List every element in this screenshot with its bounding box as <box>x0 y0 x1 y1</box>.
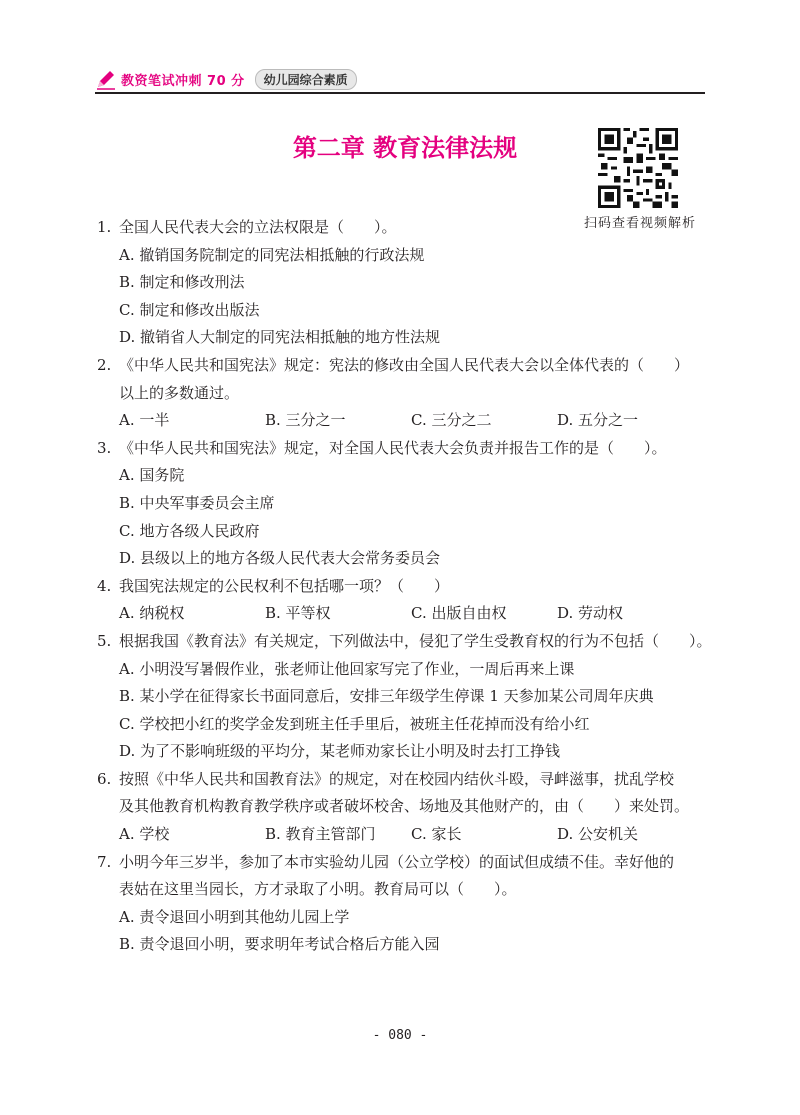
option: A. 撤销国务院制定的同宪法相抵触的行政法规 <box>119 245 425 264</box>
book-series-title: 教资笔试冲刺 70 分 <box>121 73 245 89</box>
option: D. 撤销省人大制定的同宪法相抵触的地方性法规 <box>119 328 441 347</box>
question-stem: 按照《中华人民共和国教育法》的规定，对在校园内结伙斗殴，寻衅滋事，扰乱学校 <box>119 769 675 788</box>
question <box>97 766 707 849</box>
option: A. 责令退回小明到其他幼儿园上学 <box>119 907 350 926</box>
option: D. 公安机关 <box>557 825 639 844</box>
question-stem: 《中华人民共和国宪法》规定，对全国人民代表大会负责并报告工作的是（ ）。 <box>119 438 667 457</box>
option: C. 制定和修改出版法 <box>119 300 260 319</box>
running-header <box>95 66 705 92</box>
question <box>97 214 707 352</box>
option: C. 三分之二 <box>411 411 492 430</box>
chapter-title: 第二章 教育法律法规 <box>292 133 518 162</box>
question-stem-continued: 以上的多数通过。 <box>119 383 240 402</box>
option: A. 学校 <box>119 825 170 844</box>
question-number: 2. <box>97 355 112 374</box>
question-stem: 我国宪法规定的公民权利不包括哪一项？（ ） <box>119 576 450 595</box>
question-list <box>97 214 712 959</box>
question-stem-continued: 表姑在这里当园长，方才录取了小明。教育局可以（ ）。 <box>119 880 517 899</box>
question-number: 5. <box>97 631 112 650</box>
option: B. 责令退回小明，要求明年考试合格后方能入园 <box>119 935 440 954</box>
option-row <box>97 407 707 435</box>
option: A. 纳税权 <box>119 604 185 623</box>
question-number: 6. <box>97 769 112 788</box>
question <box>97 573 707 628</box>
question-number: 1. <box>97 218 112 236</box>
question-stem: 全国人民代表大会的立法权限是（ ）。 <box>119 218 397 236</box>
question <box>97 849 707 959</box>
qr-caption: 扫码查看视频解析 <box>583 216 696 231</box>
option: B. 平等权 <box>265 604 331 623</box>
option-row <box>97 821 707 849</box>
option: D. 五分之一 <box>557 411 639 430</box>
subject-tag: 幼儿园综合素质 <box>255 69 357 90</box>
question <box>97 435 707 573</box>
pencil-icon <box>95 68 117 90</box>
header-divider <box>95 92 705 94</box>
question-stem: 小明今年三岁半，参加了本市实验幼儿园（公立学校）的面试但成绩不佳。幸好他的 <box>119 852 675 871</box>
question-stem: 根据我国《教育法》有关规定，下列做法中，侵犯了学生受教育权的行为不包括（ ）。 <box>119 631 712 650</box>
option: C. 家长 <box>411 825 462 844</box>
qr-code-icon[interactable] <box>598 128 678 208</box>
question <box>97 352 707 435</box>
option: C. 地方各级人民政府 <box>119 521 260 540</box>
question-number: 7. <box>97 852 112 871</box>
option-row <box>97 600 707 628</box>
option: A. 一半 <box>119 411 170 430</box>
question-stem-continued: 及其他教育机构教育教学秩序或者破坏校舍、场地及其他财产的，由（ ）来处罚。 <box>119 797 690 816</box>
option: B. 某小学在征得家长书面同意后，安排三年级学生停课 1 天参加某公司周年庆典 <box>119 687 654 706</box>
option: B. 中央军事委员会主席 <box>119 493 275 512</box>
page-number: - 080 - <box>372 1028 428 1043</box>
option: D. 为了不影响班级的平均分，某老师劝家长让小明及时去打工挣钱 <box>119 742 561 761</box>
question-number: 3. <box>97 438 112 457</box>
option: A. 国务院 <box>119 466 185 485</box>
option: B. 三分之一 <box>265 411 346 430</box>
question <box>97 628 712 766</box>
option: B. 制定和修改刑法 <box>119 273 245 292</box>
option: D. 县级以上的地方各级人民代表大会常务委员会 <box>119 549 441 568</box>
option: D. 劳动权 <box>557 604 624 623</box>
option: B. 教育主管部门 <box>265 825 376 844</box>
question-stem: 《中华人民共和国宪法》规定：宪法的修改由全国人民代表大会以全体代表的（ ） <box>119 355 690 374</box>
option: C. 学校把小红的奖学金发到班主任手里后，被班主任花掉而没有给小红 <box>119 714 590 733</box>
question-number: 4. <box>97 576 112 595</box>
option: C. 出版自由权 <box>411 604 507 623</box>
option: A. 小明没写暑假作业，张老师让他回家写完了作业，一周后再来上课 <box>119 659 575 678</box>
